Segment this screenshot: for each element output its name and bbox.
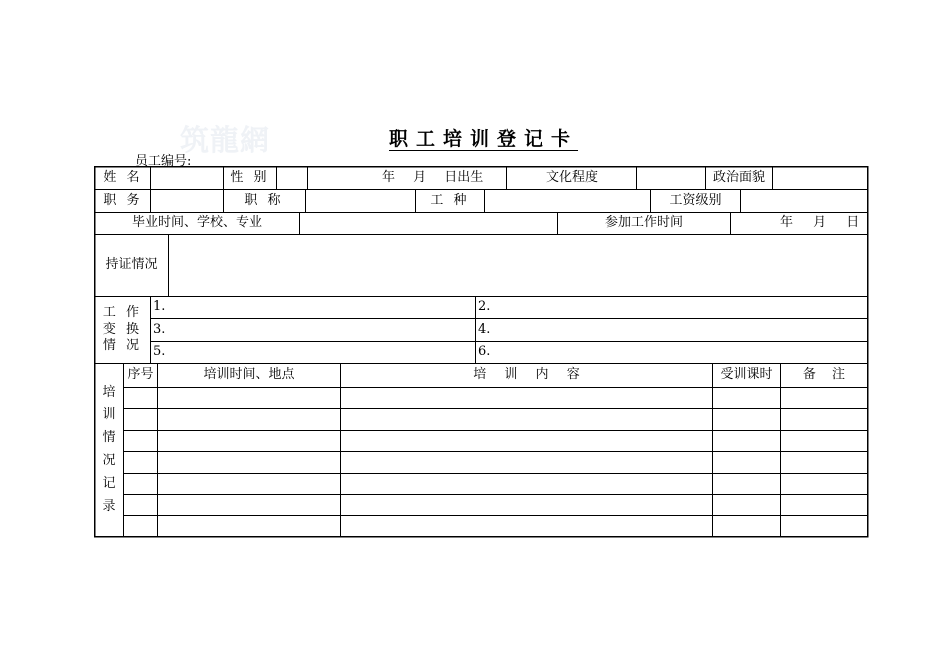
training-cell-content[interactable] (341, 495, 712, 515)
training-cell-content[interactable] (341, 474, 712, 494)
employee-number-label: 员工编号: (135, 154, 192, 169)
training-cell-time-place[interactable] (158, 409, 340, 430)
training-cell-time-place[interactable] (158, 452, 340, 473)
page-title: 职工培训登记卡 (389, 128, 579, 150)
job-change-entry-1[interactable]: 1. (153, 299, 166, 315)
training-header-time-place: 培训时间、地点 (203, 367, 295, 383)
training-cell-seq[interactable] (124, 495, 157, 515)
training-cell-hours[interactable] (713, 431, 780, 451)
training-cell-hours[interactable] (713, 495, 780, 515)
training-cell-time-place[interactable] (158, 495, 340, 515)
training-cell-seq[interactable] (124, 516, 157, 536)
certificate-label: 持证情况 (105, 257, 158, 273)
training-cell-time-place[interactable] (158, 474, 340, 494)
training-cell-hours[interactable] (713, 452, 780, 473)
training-cell-remarks[interactable] (781, 516, 867, 536)
training-header-hours: 受训课时 (720, 367, 773, 383)
name-field[interactable] (151, 167, 223, 190)
gender-field[interactable] (277, 167, 307, 190)
job-change-entry-6[interactable]: 6. (478, 344, 491, 360)
name-label: 姓 名 (103, 170, 143, 186)
training-cell-seq[interactable] (124, 388, 157, 408)
training-record-label (95, 364, 123, 536)
training-record-label-char: 情 (102, 430, 116, 446)
job-change-label-line: 情 况 (102, 338, 143, 354)
training-cell-seq[interactable] (124, 452, 157, 473)
training-cell-content[interactable] (341, 452, 712, 473)
job-change-entry-2[interactable]: 2. (478, 299, 491, 315)
training-cell-content[interactable] (341, 409, 712, 430)
training-cell-hours[interactable] (713, 388, 780, 408)
work-start-date-field[interactable] (731, 213, 867, 234)
training-cell-time-place[interactable] (158, 388, 340, 408)
job-type-field[interactable] (485, 190, 650, 212)
training-cell-seq[interactable] (124, 431, 157, 451)
work-start-date-label: 年 月 日 (780, 215, 860, 231)
job-change-label (95, 297, 150, 363)
training-cell-hours[interactable] (713, 516, 780, 536)
education-field[interactable] (637, 167, 705, 190)
training-cell-remarks[interactable] (781, 409, 867, 430)
job-change-entry-3[interactable]: 3. (153, 321, 166, 337)
job-change-entry-4[interactable]: 4. (478, 321, 491, 337)
watermark-logo: 筑龍網 (180, 123, 271, 157)
training-record-label-char: 况 (102, 453, 116, 468)
gender-label: 性 别 (230, 170, 270, 186)
training-record-label-char: 录 (102, 498, 116, 514)
training-cell-seq[interactable] (124, 409, 157, 430)
job-type-label: 工 种 (430, 192, 470, 208)
position-field[interactable] (151, 190, 223, 212)
political-status-label: 政治面貌 (712, 170, 765, 186)
job-change-label-line: 变 换 (102, 321, 143, 337)
training-cell-content[interactable] (341, 516, 712, 536)
wage-level-label: 工资级别 (669, 192, 722, 208)
political-status-field[interactable] (773, 167, 867, 190)
training-cell-remarks[interactable] (781, 452, 867, 473)
training-cell-remarks[interactable] (781, 474, 867, 494)
training-record-label-char: 培 (102, 384, 116, 400)
training-cell-content[interactable] (341, 431, 712, 451)
job-title-field[interactable] (306, 190, 415, 212)
certificate-field[interactable] (169, 235, 867, 296)
training-record-label-char: 训 (102, 407, 116, 423)
training-cell-remarks[interactable] (781, 431, 867, 451)
training-cell-hours[interactable] (713, 474, 780, 494)
training-header-content: 培 训 内 容 (473, 367, 580, 383)
training-cell-time-place[interactable] (158, 516, 340, 536)
training-header-seq: 序号 (127, 367, 154, 383)
wage-level-field[interactable] (741, 190, 867, 212)
training-header-remarks: 备 注 (802, 367, 846, 383)
training-cell-time-place[interactable] (158, 431, 340, 451)
job-title-label: 职 称 (244, 192, 284, 208)
position-label: 职 务 (103, 192, 143, 208)
education-label: 文化程度 (545, 170, 598, 186)
training-cell-content[interactable] (341, 388, 712, 408)
graduation-field[interactable] (300, 213, 557, 234)
training-cell-hours[interactable] (713, 409, 780, 430)
job-change-entry-5[interactable]: 5. (153, 344, 166, 360)
training-cell-remarks[interactable] (781, 495, 867, 515)
birth-date-label: 年 月 日出生 (382, 170, 484, 186)
work-start-label: 参加工作时间 (604, 215, 683, 231)
graduation-label: 毕业时间、学校、专业 (131, 215, 262, 231)
birth-date-field[interactable] (308, 167, 506, 190)
training-cell-remarks[interactable] (781, 388, 867, 408)
training-cell-seq[interactable] (124, 474, 157, 494)
training-record-label-char: 记 (102, 475, 116, 491)
job-change-label-line: 工 作 (102, 304, 143, 320)
